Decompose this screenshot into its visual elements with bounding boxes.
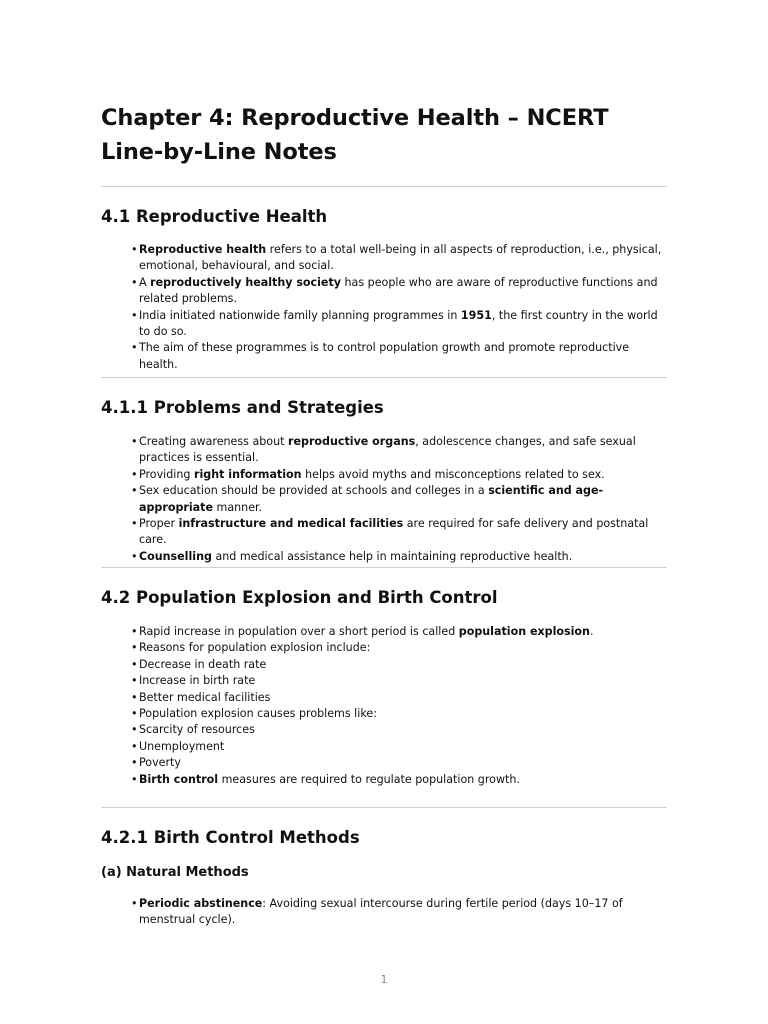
- bullet-list-4-1-1: [131, 434, 667, 565]
- list-item: [131, 772, 667, 788]
- divider: [101, 567, 667, 568]
- section-heading-4-1-1: 4.1.1 Problems and Strategies: [101, 398, 384, 417]
- item-text: A: [139, 275, 151, 289]
- item-text: .: [589, 625, 594, 638]
- bold-term: Counselling: [139, 549, 212, 563]
- bold-term: population explosion: [458, 625, 590, 638]
- item-text: Poverty: [139, 756, 181, 770]
- page-number: 1: [380, 973, 388, 986]
- item-text: Unemployment: [139, 739, 225, 753]
- item-text: Providing: [139, 467, 194, 481]
- list-item: [131, 434, 667, 467]
- item-text: Sex education should be provided at schools and colleges in a: [139, 484, 489, 498]
- item-text: Proper: [139, 517, 179, 531]
- list-item: [131, 275, 667, 308]
- page-title: Chapter 4: Reproductive Health – NCERT Line-by-Line Notes: [101, 105, 609, 165]
- list-item: [131, 549, 667, 565]
- bold-term: Reproductive health: [139, 243, 267, 256]
- list-item: [131, 308, 667, 341]
- list-item: [131, 640, 667, 656]
- list-item: [131, 896, 667, 929]
- bold-term: 1951: [460, 308, 492, 322]
- divider: [101, 186, 667, 187]
- list-item: [131, 690, 667, 706]
- item-text: Decrease in death rate: [139, 657, 267, 671]
- item-text: measures are required to regulate population growth.: [218, 772, 520, 786]
- bullet-list-4-1: [131, 242, 667, 373]
- list-item: [131, 673, 667, 689]
- list-item: [131, 657, 667, 673]
- list-item: [131, 483, 667, 516]
- list-item: [131, 624, 667, 640]
- item-text: Scarcity of resources: [139, 723, 255, 737]
- bold-term: right information: [193, 467, 302, 481]
- list-item: [131, 516, 667, 549]
- item-text: and medical assistance help in maintaining reproductive health.: [211, 549, 573, 563]
- item-text: : Avoiding sexual intercourse during fertile period (days 10–17 of menstrual cycle).: [139, 897, 623, 927]
- item-text: Population explosion causes problems like:: [139, 707, 377, 721]
- item-text: helps avoid myths and misconceptions related to sex.: [301, 467, 605, 481]
- list-item: [131, 722, 667, 738]
- section-heading-4-2: 4.2 Population Explosion and Birth Control: [101, 588, 498, 607]
- section-heading-4-2-1: 4.2.1 Birth Control Methods: [101, 828, 360, 847]
- bold-term: reproductively healthy society: [150, 275, 341, 289]
- item-text: , adolescence changes, and safe sexual practices is essential.: [139, 435, 636, 465]
- bold-term: infrastructure and medical facilities: [178, 517, 404, 531]
- item-text: Better medical facilities: [139, 690, 271, 704]
- item-text: Reasons for population explosion include:: [139, 641, 371, 655]
- item-text: has people who are aware of reproductive functions and related problems.: [139, 275, 658, 306]
- divider: [101, 377, 667, 378]
- item-text: The aim of these programmes is to control population growth and promote reproductive health.: [139, 341, 630, 371]
- subsection-heading-natural-methods: (a) Natural Methods: [101, 865, 249, 880]
- item-text: , the first country in the world to do so.: [139, 308, 658, 339]
- bold-term: Birth control: [139, 772, 219, 786]
- divider: [101, 807, 667, 808]
- item-text: manner.: [213, 500, 263, 514]
- list-item: [131, 706, 667, 722]
- item-text: Rapid increase in population over a short period is called: [139, 625, 459, 638]
- item-text: Creating awareness about: [139, 435, 289, 448]
- item-text: Increase in birth rate: [139, 674, 256, 688]
- list-item: [131, 242, 667, 275]
- bold-term: reproductive organs: [288, 435, 416, 448]
- list-item: [131, 340, 667, 373]
- bold-term: Periodic abstinence: [139, 897, 263, 910]
- bold-term: scientific and age-appropriate: [139, 484, 604, 514]
- item-text: India initiated nationwide family planning programmes in: [139, 308, 461, 322]
- list-item: [131, 467, 667, 483]
- list-item: [131, 755, 667, 771]
- item-text: refers to a total well-being in all aspects of reproduction, i.e., physical, emotional, behavioural, and social.: [139, 243, 662, 273]
- bullet-list-4-2: [131, 624, 667, 788]
- section-heading-4-1: 4.1 Reproductive Health: [101, 207, 328, 226]
- item-text: are required for safe delivery and postnatal care.: [139, 517, 649, 547]
- bullet-list-natural-methods: [131, 896, 667, 929]
- list-item: [131, 739, 667, 755]
